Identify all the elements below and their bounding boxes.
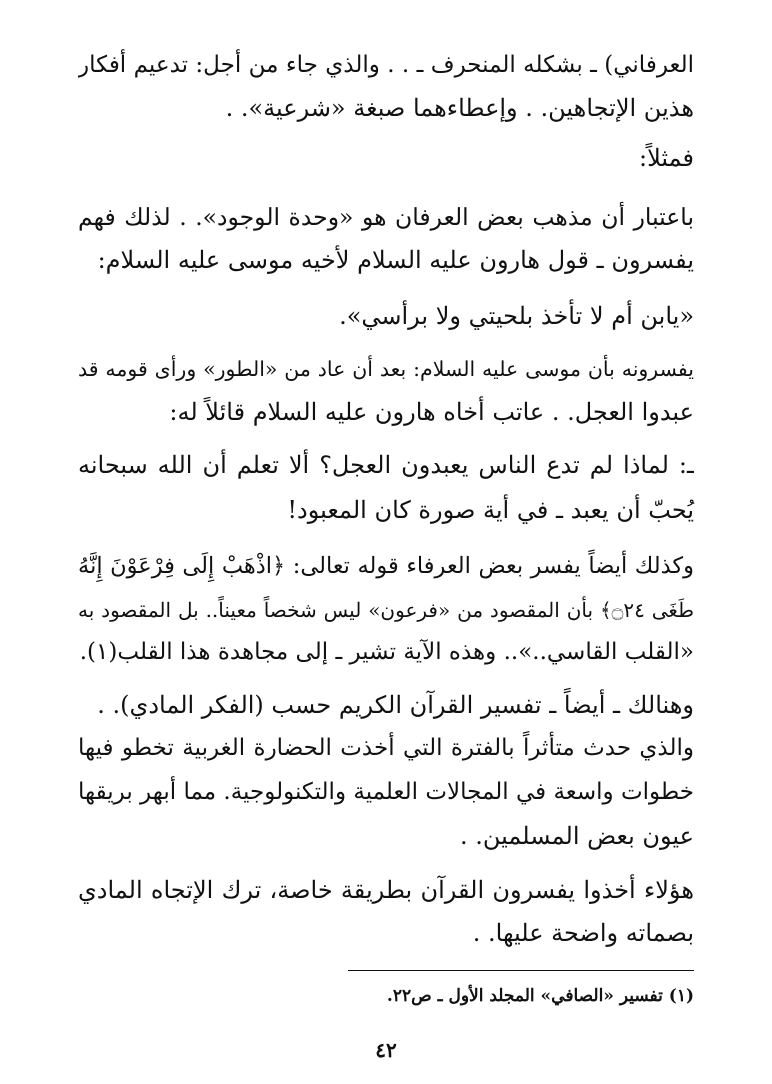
text-line: فمثلاً: xyxy=(639,144,694,172)
text-line: هذين الإتجاهين. . وإعطاءهما صبغة «شرعية». . xyxy=(225,94,694,122)
text-line: باعتبار أن مذهب بعض العرفان هو «وحدة الوجود». . لذلك فهم xyxy=(78,203,694,231)
text-line: العرفاني) ـ بشكله المنحرف ـ . . والذي جاء من أجل: تدعيم أفكار xyxy=(78,52,694,78)
text-line: ـ: لماذا لم تدع الناس يعبدون العجل؟ ألا تعلم أن الله سبحانه xyxy=(78,451,694,479)
page-number: ٤٢ xyxy=(375,1038,397,1062)
text-line: بصماته واضحة عليها. . xyxy=(472,919,694,947)
text-line: طَغَى ۝٢٤﴾ بأن المقصود من «فرعون» ليس شخصاً معيناً.. بل المقصود به xyxy=(78,598,694,622)
text-line: والذي حدث متأثراً بالفترة التي أخذت الحضارة الغربية تخطو فيها xyxy=(78,735,694,761)
footnote: (١) تفسير «الصافي» المجلد الأول ـ ص٢٢. xyxy=(386,986,694,1006)
text-line: خطوات واسعة في المجالات العلمية والتكنولوجية. مما أبهر بريقها xyxy=(78,779,694,805)
text-line: «القلب القاسي..».. وهذه الآية تشير ـ إلى مجاهدة هذا القلب(١). xyxy=(79,639,694,665)
text-line: وهنالك ـ أيضاً ـ تفسير القرآن الكريم حسب (الفكر المادي). . xyxy=(97,691,694,719)
text-line: «يابن أم لا تأخذ بلحيتي ولا برأسي». xyxy=(339,302,694,330)
footnote-divider xyxy=(348,970,694,971)
text-line: عيون بعض المسلمين. . xyxy=(460,822,694,850)
text-line: يُحبّ أن يعبد ـ في أية صورة كان المعبود! xyxy=(287,496,694,524)
text-line: هؤلاء أخذوا يفسرون القرآن بطريقة خاصة، ترك الإتجاه المادي xyxy=(78,876,694,904)
text-line: يفسرون ـ قول هارون عليه السلام لأخيه موسى عليه السلام: xyxy=(97,246,694,274)
text-line: عبدوا العجل. . عاتب أخاه هارون عليه السلام قائلاً له: xyxy=(169,398,694,426)
text-line: يفسرونه بأن موسى عليه السلام: بعد أن عاد من «الطور» ورأى قومه قد xyxy=(78,357,694,381)
text-line: وكذلك أيضاً يفسر بعض العرفاء قوله تعالى: ﴿اذْهَبْ إِلَى فِرْعَوْنَ إِنَّهُ xyxy=(78,553,694,579)
